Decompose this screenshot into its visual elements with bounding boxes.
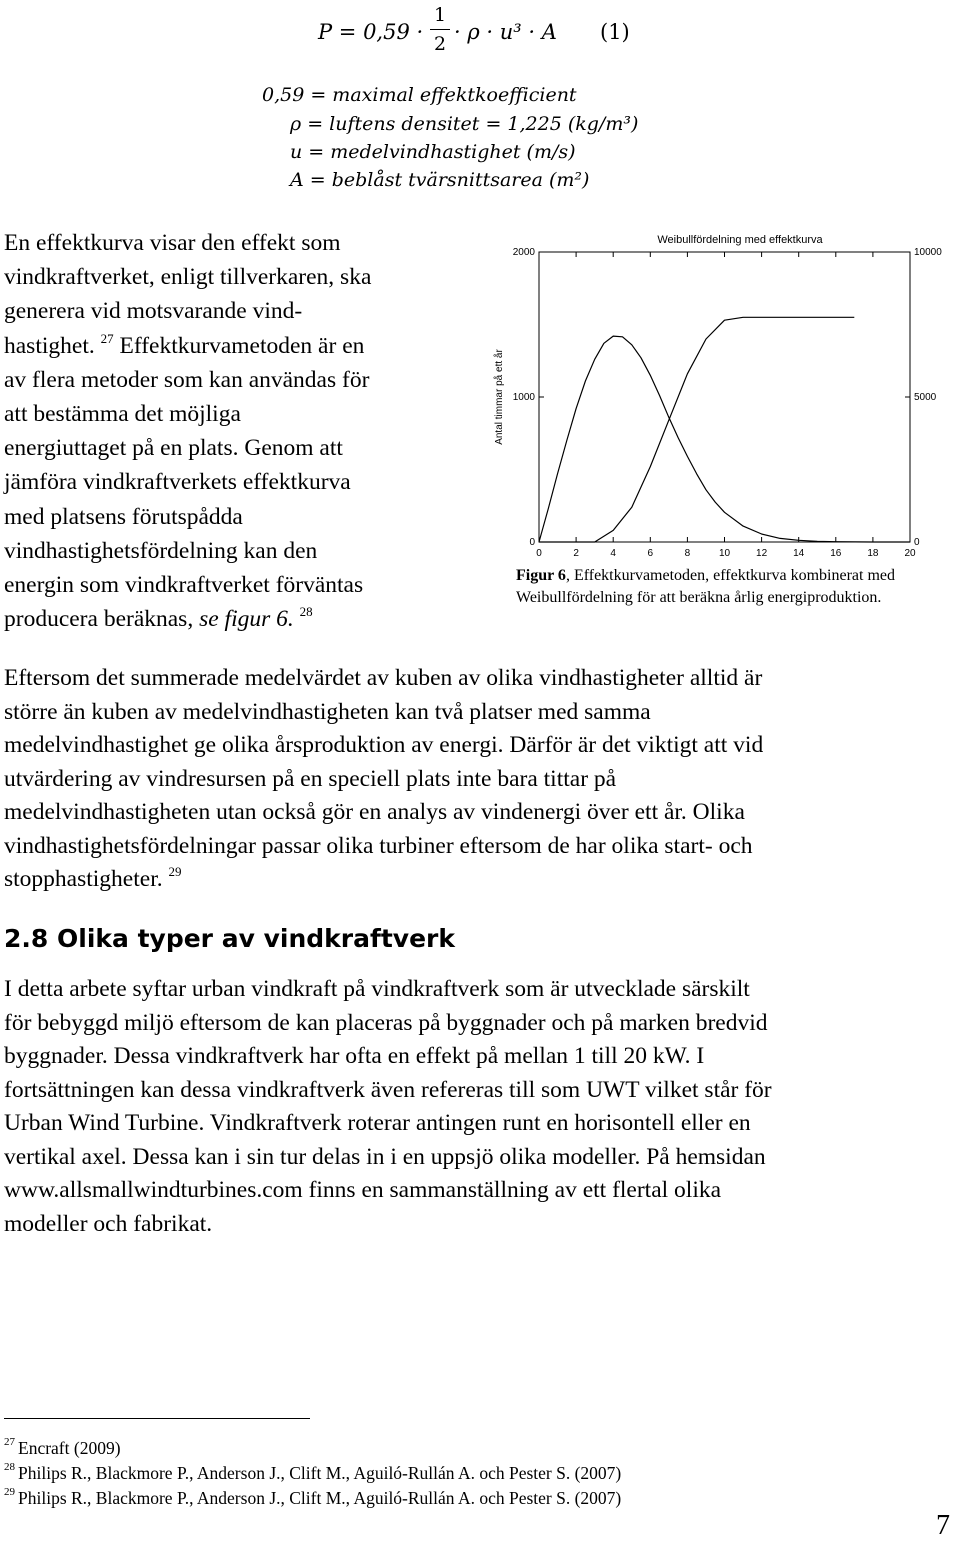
figure-caption xyxy=(516,565,946,609)
formula-fraction xyxy=(430,4,450,55)
series-lines xyxy=(539,317,910,542)
power-curve-line xyxy=(539,317,854,542)
x-tick-label: 14 xyxy=(793,548,805,559)
text-line: fortsättningen kan dessa vindkraftverk även refereras till som UWT vilket står för xyxy=(4,1076,772,1103)
y-right-tick-label: 5000 xyxy=(914,392,937,403)
y-left-tick-label: 0 xyxy=(529,537,535,548)
intro-paragraph xyxy=(4,226,474,636)
text-line: vindkraftverket, enligt tillverkaren, ska xyxy=(4,264,372,291)
text-line: med platsens förutspådda xyxy=(4,503,243,530)
fraction-numerator: 1 xyxy=(433,4,447,26)
text-line xyxy=(4,602,474,636)
y-right-tick-label: 0 xyxy=(914,537,920,548)
chart-title: Weibullfördelning med effektkurva xyxy=(657,234,823,246)
text-line: vindhastighetsfördelning kan den xyxy=(4,537,318,564)
definition-area: A = beblåst tvärsnittsarea (m²) xyxy=(290,169,590,191)
power-formula xyxy=(318,4,648,60)
text-line: Urban Wind Turbine. Vindkraftverk roterar antingen runt en horisontell eller en xyxy=(4,1110,751,1136)
page-number: 7 xyxy=(936,1510,950,1541)
x-tick-label: 10 xyxy=(718,548,731,559)
text-line: energiuttaget på en plats. Genom att xyxy=(4,435,343,462)
text-line: medelvindhastighet ge olika årsproduktion av energi. Därför är det viktigt att vid xyxy=(4,732,764,758)
x-tick-label: 18 xyxy=(867,548,879,559)
text-line: vertikal axel. Dessa kan i sin tur delas in i en uppsjö olika modeller. På hemsidan xyxy=(4,1143,766,1170)
fraction-denominator: 2 xyxy=(433,33,447,55)
x-tick-label: 12 xyxy=(756,548,768,559)
x-tick-label: 2 xyxy=(573,548,579,559)
chart-svg xyxy=(490,228,950,568)
footnote-ref-27[interactable]: 27 xyxy=(100,330,114,346)
text-fragment: producera beräknas, xyxy=(4,606,194,633)
weibull-chart xyxy=(490,228,950,568)
section-heading: 2.8 Olika typer av vindkraftverk xyxy=(4,924,456,953)
text-line: En effektkurva visar den effekt som xyxy=(4,230,341,256)
fraction-bar xyxy=(430,29,450,30)
paragraph-1 xyxy=(4,662,954,897)
text-line: för bebyggd miljö eftersom de kan placeras på byggnader och på marken bredvid xyxy=(4,1009,768,1036)
text-line: energin som vindkraftverket förväntas xyxy=(4,572,364,599)
definition-density: ρ = luftens densitet = 1,225 (kg/m³) xyxy=(290,113,639,135)
footnote-text: Encraft (2009) xyxy=(18,1438,121,1458)
x-tick-label: 16 xyxy=(830,548,842,559)
footnote-mark: 27 xyxy=(4,1436,15,1448)
plot-frame xyxy=(539,252,910,542)
text-line: vindhastighetsfördelningar passar olika turbiner eftersom de har olika start- och xyxy=(4,832,753,859)
footnote-28 xyxy=(4,1461,621,1484)
formula-rhs: · ρ · u³ · A xyxy=(454,20,557,44)
y-left-tick-label: 1000 xyxy=(512,392,535,403)
text-line: jämföra vindkraftverkets effektkurva xyxy=(4,469,351,496)
y-right-tick-label: 10000 xyxy=(914,247,942,258)
footnote-ref-29[interactable]: 29 xyxy=(168,864,182,879)
formula-lhs: P = 0,59 · xyxy=(318,20,424,44)
text-line: generera vid motsvarande vind- xyxy=(4,298,303,325)
footnote-text: Philips R., Blackmore P., Anderson J., Clift M., Aguiló-Rullán A. och Pester S. (2007) xyxy=(18,1463,622,1483)
paragraph-2 xyxy=(4,973,954,1241)
text-line: byggnader. Dessa vindkraftverk har ofta en effekt på mellan 1 till 20 kW. I xyxy=(4,1043,705,1069)
x-tick-label: 20 xyxy=(904,548,916,559)
caption-label: Figur 6 xyxy=(516,567,566,584)
footnote-separator xyxy=(4,1418,310,1419)
footnote-mark: 29 xyxy=(4,1486,15,1498)
text-line: I detta arbete syftar urban vindkraft på vindkraftverk som är utvecklade särskilt xyxy=(4,976,750,1002)
definition-wind-speed: u = medelvindhastighet (m/s) xyxy=(290,141,576,163)
footnote-29 xyxy=(4,1486,621,1509)
definition-coefficient: 0,59 = maximal effektkoefficient xyxy=(262,84,577,106)
text-line: utvärdering av vindresursen på en speciell plats inte bara tittar på xyxy=(4,765,617,792)
equation-number: (1) xyxy=(600,20,630,44)
caption-text: , Effektkurvametoden, effektkurva kombinerat med Weibullfördelning för att beräkna årlig energiproduktion. xyxy=(516,567,896,606)
x-tick-label: 0 xyxy=(536,548,542,559)
text-fragment: hastighet. xyxy=(4,332,95,359)
footnote-ref-28[interactable]: 28 xyxy=(299,604,313,620)
x-tick-label: 6 xyxy=(647,548,654,559)
y-left-tick-label: 2000 xyxy=(512,247,535,258)
footnote-27 xyxy=(4,1436,121,1459)
figure-reference[interactable]: se figur 6. xyxy=(199,606,294,633)
text-line xyxy=(4,329,474,363)
weibull-distribution-line xyxy=(539,336,910,542)
text-line: medelvindhastigheten utan också gör en analys av vindenergi över ett år. Olika xyxy=(4,799,745,825)
x-tick-label: 8 xyxy=(684,548,691,559)
chart-ylabel: Antal timmar på ett år xyxy=(494,349,505,445)
text-line: att bestämma det möjliga xyxy=(4,401,241,428)
text-fragment: Effektkurvametoden är en xyxy=(119,332,365,359)
text-line: Eftersom det summerade medelvärdet av kuben av olika vindhastigheter alltid är xyxy=(4,665,763,691)
text-fragment: stopphastigheter. xyxy=(4,866,163,892)
text-line xyxy=(4,863,954,897)
text-line: större än kuben av medelvindhastigheten kan två platser med samma xyxy=(4,698,651,725)
axis-ticks xyxy=(513,247,942,559)
text-line: www.allsmallwindturbines.com finns en sammanställning av ett flertal olika xyxy=(4,1177,722,1203)
text-line: av flera metoder som kan användas för xyxy=(4,366,370,393)
footnote-mark: 28 xyxy=(4,1461,15,1473)
text-line: modeller och fabrikat. xyxy=(4,1210,213,1237)
footnote-text: Philips R., Blackmore P., Anderson J., Clift M., Aguiló-Rullán A. och Pester S. (2007) xyxy=(18,1488,622,1508)
x-tick-label: 4 xyxy=(610,548,616,559)
